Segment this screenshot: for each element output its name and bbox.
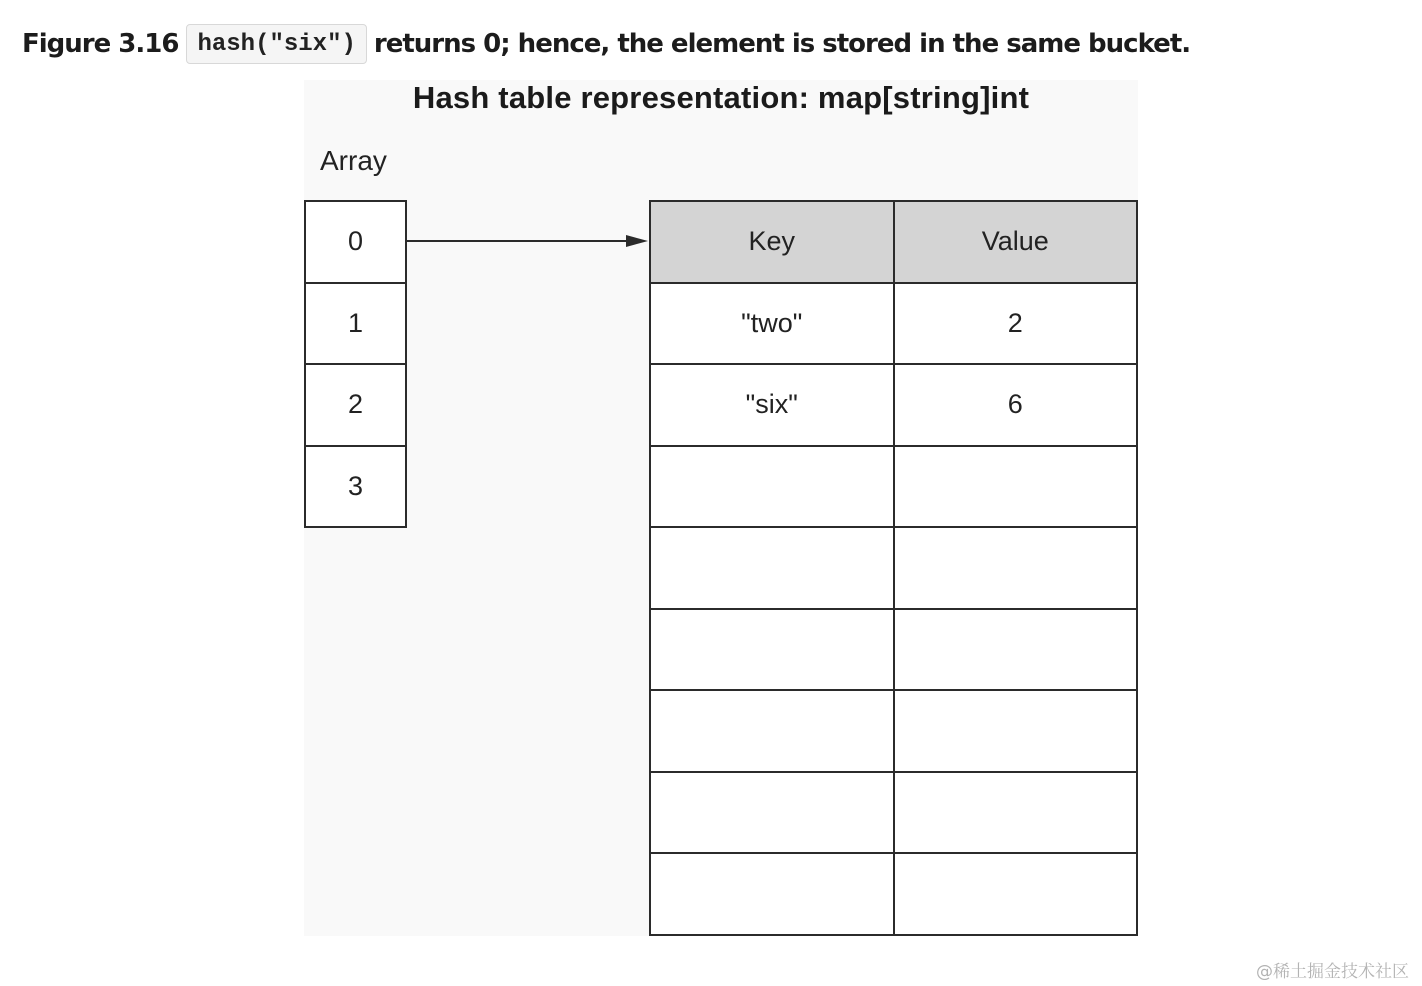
table-cell-key xyxy=(649,608,895,692)
table-cell-key xyxy=(649,445,895,529)
table-cell-key xyxy=(649,852,895,936)
table-cell-key: "six" xyxy=(649,363,895,447)
table-cell-key xyxy=(649,689,895,773)
table-cell-value xyxy=(893,526,1139,610)
array-cell-2: 2 xyxy=(304,363,407,447)
array-cell-1: 1 xyxy=(304,282,407,366)
table-cell-value xyxy=(893,445,1139,529)
table-cell-value xyxy=(893,689,1139,773)
table-header-key: Key xyxy=(649,200,895,284)
table-cell-value xyxy=(893,608,1139,692)
diagram-title: Hash table representation: map[string]int xyxy=(412,80,1030,115)
figure-label: Figure 3.16 xyxy=(22,29,179,59)
table-cell-key: "two" xyxy=(649,282,895,366)
inline-code: hash("six") xyxy=(186,24,366,64)
array-cell-0: 0 xyxy=(304,200,407,284)
figure-caption xyxy=(22,20,1190,68)
table-cell-value xyxy=(893,852,1139,936)
table-header-value: Value xyxy=(893,200,1139,284)
array-cell-3: 3 xyxy=(304,445,407,529)
caption-text: returns 0; hence, the element is stored in the same bucket. xyxy=(373,29,1191,59)
table-cell-key xyxy=(649,526,895,610)
watermark: @稀土掘金技术社区 xyxy=(1256,962,1409,982)
array-label: Array xyxy=(320,145,387,176)
table-cell-value xyxy=(893,771,1139,855)
table-cell-value: 2 xyxy=(893,282,1139,366)
table-cell-value: 6 xyxy=(893,363,1139,447)
hash-table-diagram xyxy=(304,80,1138,936)
bucket-pointer-arrow xyxy=(404,230,654,254)
table-cell-key xyxy=(649,771,895,855)
